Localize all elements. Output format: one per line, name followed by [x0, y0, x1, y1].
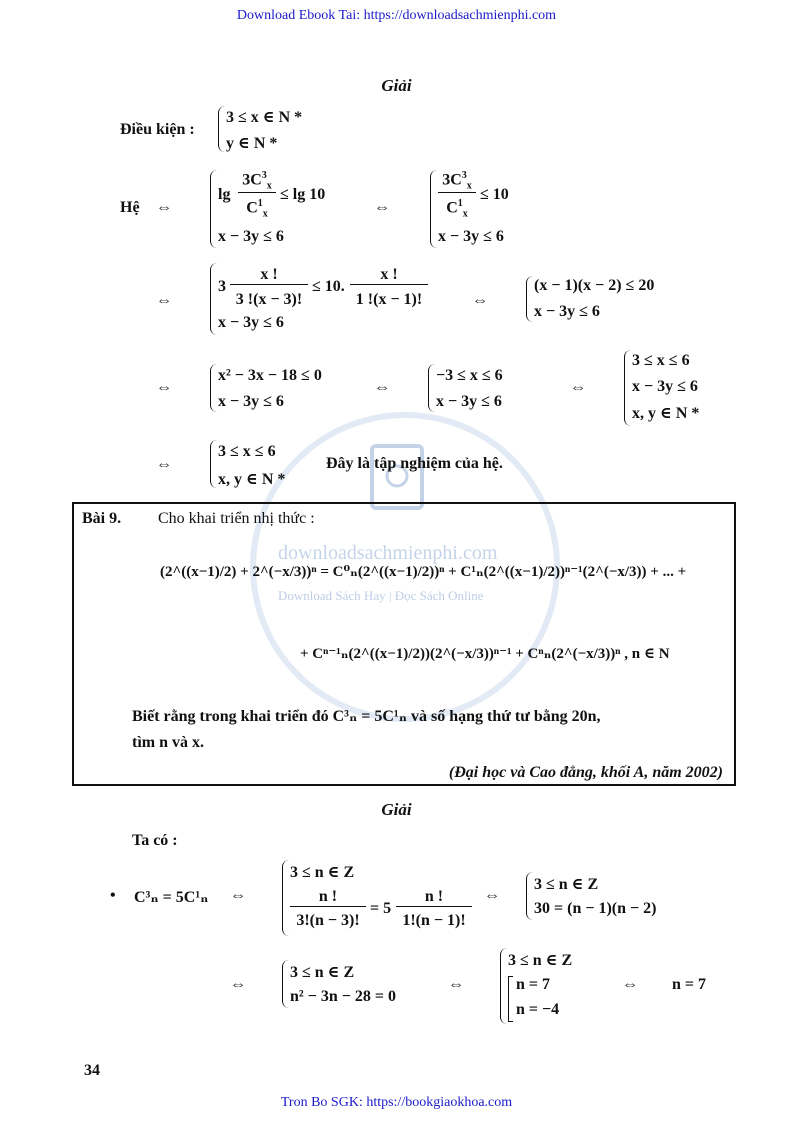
expansion-line-1: (2^((x−1)/2) + 2^(−x/3))ⁿ = C⁰ₙ(2^((x−1)/2))ⁿ + C¹ₙ(2^((x−1)/2))ⁿ⁻¹(2^(−x/3)) + ... + — [160, 564, 687, 580]
inequality-text: 3 ≤ x ≤ 6 — [218, 443, 276, 460]
equiv-arrow: ⇔ — [448, 976, 464, 993]
fraction-denominator: $C^1_x$ — [446, 198, 468, 220]
equiv-arrow: ⇔ — [570, 379, 586, 396]
page-number: 34 — [84, 1062, 100, 1079]
watermark-text: downloadsachmienphi.com — [278, 542, 498, 564]
fraction-denominator: 3 !(x − 3)! — [235, 291, 303, 308]
coefficient: 3 — [218, 278, 226, 295]
brace — [210, 364, 217, 412]
solution-intro: Ta có : — [132, 832, 178, 849]
brace — [526, 276, 533, 322]
equiv-arrow: ⇔ — [156, 456, 172, 473]
brace — [210, 170, 217, 248]
fraction-numerator: $3C^3_x$ — [438, 170, 476, 193]
inequality-text: n² − 3n − 28 = 0 — [290, 988, 396, 1005]
equiv-arrow: ⇔ — [622, 976, 638, 993]
inequality-text: −3 ≤ x ≤ 6 — [436, 367, 503, 384]
inequality-text: 30 = (n − 1)(n − 2) — [534, 900, 657, 917]
inequality-text: x − 3y ≤ 6 — [534, 303, 600, 320]
inequality-text: n = 7 — [516, 976, 551, 993]
fraction-denominator: $C^1_x$ — [246, 198, 268, 220]
he-label: Hệ — [120, 199, 140, 216]
problem-text-2: tìm n và x. — [132, 734, 204, 751]
inequality-text: 3 ≤ n ∈ Z — [290, 964, 355, 981]
lg-text: lg — [218, 186, 231, 203]
brace — [210, 440, 217, 488]
condition-line-2: y ∈ N * — [226, 135, 278, 152]
equiv-arrow: ⇔ — [374, 379, 390, 396]
brace — [210, 263, 217, 335]
condition-label: Điều kiện : — [120, 121, 195, 138]
brace — [428, 364, 435, 412]
problem-text-1: Biết rằng trong khai triển đó C³ₙ = 5C¹ₙ và số hạng thứ tư bằng 20n, — [132, 708, 601, 725]
brace — [218, 106, 225, 152]
bullet: • — [110, 887, 116, 904]
equiv-arrow: ⇔ — [374, 199, 390, 216]
inequality-text: x − 3y ≤ 6 — [438, 228, 504, 245]
equiv-arrow: ⇔ — [230, 976, 246, 993]
inequality-text: n = −4 — [516, 1001, 560, 1018]
solution-title: Giải — [381, 800, 412, 819]
brace — [526, 872, 533, 920]
fraction-numerator: x ! — [230, 266, 308, 285]
inequality-text: x − 3y ≤ 6 — [218, 228, 284, 245]
conclusion-text: Đây là tập nghiệm của hệ. — [326, 455, 503, 472]
brace — [282, 960, 289, 1008]
inequality-text: 3 ≤ x ≤ 6 — [632, 352, 690, 369]
inequality-text: x, y ∈ N * — [218, 471, 286, 488]
equiv-arrow: ⇔ — [156, 379, 172, 396]
fraction-numerator: x ! — [350, 266, 428, 285]
page-header-link[interactable]: Download Ebook Tai: https://downloadsachmienphi.com — [236, 8, 557, 23]
equiv-arrow: ⇔ — [230, 887, 246, 904]
equiv-arrow: ⇔ — [472, 292, 488, 309]
fraction-numerator: n ! — [290, 888, 366, 907]
inequality-text: (x − 1)(x − 2) ≤ 20 — [534, 277, 655, 294]
solution-title: Giải — [381, 76, 412, 95]
inequality-text: x² − 3x − 18 ≤ 0 — [218, 367, 322, 384]
fraction-denominator: 3!(n − 3)! — [296, 912, 360, 929]
fraction-numerator: $3C^3_x$ — [238, 170, 276, 193]
inequality-text: x − 3y ≤ 6 — [218, 393, 284, 410]
fraction-denominator: 1!(n − 1)! — [402, 912, 466, 929]
inequality-text: x − 3y ≤ 6 — [436, 393, 502, 410]
equation-lhs: C³ₙ = 5C¹ₙ — [134, 889, 209, 906]
watermark-subtext: Download Sách Hay | Đọc Sách Online — [278, 588, 484, 603]
brace — [500, 948, 507, 1024]
problem-intro: Cho khai triển nhị thức : — [158, 510, 315, 527]
fraction-numerator: n ! — [396, 888, 472, 907]
brace — [430, 170, 437, 248]
inequality-text: 3 ≤ n ∈ Z — [290, 864, 355, 881]
inequality-text: ≤ 10 — [480, 186, 509, 203]
inequality-text: ≤ lg 10 — [280, 186, 326, 203]
brace — [282, 860, 289, 936]
equiv-arrow: ⇔ — [156, 292, 172, 309]
inequality-text: x − 3y ≤ 6 — [632, 378, 698, 395]
expansion-line-2: + Cⁿ⁻¹ₙ(2^((x−1)/2))(2^(−x/3))ⁿ⁻¹ + Cⁿₙ(2^(−x/3))ⁿ , n ∈ N — [300, 646, 670, 662]
equiv-arrow: ⇔ — [156, 199, 172, 216]
bracket — [508, 976, 513, 1022]
inequality-text: x − 3y ≤ 6 — [218, 314, 284, 331]
inequality-text: 3 ≤ n ∈ Z — [508, 952, 573, 969]
inequality-text: 3 ≤ n ∈ Z — [534, 876, 599, 893]
page-footer-link[interactable]: Tron Bo SGK: https://bookgiaokhoa.com — [280, 1095, 513, 1110]
equals-text: = 5 — [370, 900, 392, 917]
result-text: n = 7 — [672, 976, 707, 993]
inequality-text: x, y ∈ N * — [632, 405, 700, 422]
inequality-text: ≤ 10. — [312, 278, 345, 295]
fraction-denominator: 1 !(x − 1)! — [355, 291, 423, 308]
equiv-arrow: ⇔ — [484, 887, 500, 904]
problem-label: Bài 9. — [82, 510, 122, 527]
condition-line-1: 3 ≤ x ∈ N * — [226, 109, 303, 126]
problem-source: (Đại học và Cao đẳng, khối A, năm 2002) — [448, 764, 723, 781]
brace — [624, 350, 631, 426]
